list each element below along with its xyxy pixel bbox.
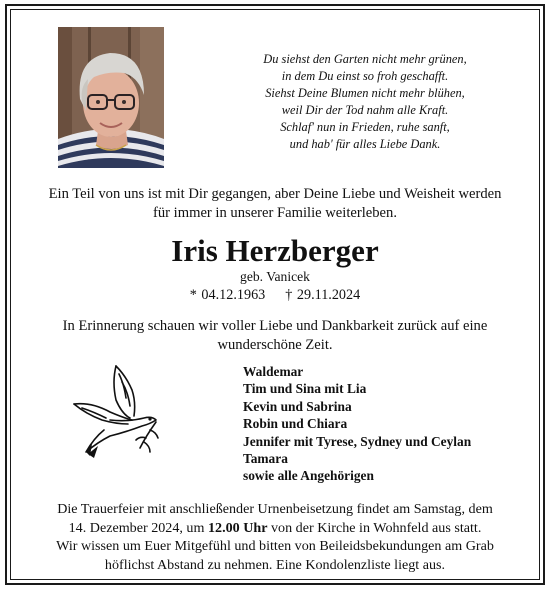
poem-line: und hab' für alles Liebe Dank. [289,137,441,151]
funeral-line: Die Trauerfeier mit anschließender Urnenbeisetzung findet am Samstag, dem [57,501,493,517]
family-member: sowie alle Angehörigen [243,468,374,484]
family-member: Waldemar [243,364,304,379]
funeral-line: Wir wissen um Euer Mitgefühl und bitten von Beileidsbekundungen am Grab [56,538,494,554]
memory-line: In Erinnerung schauen wir voller Liebe und Dankbarkeit zurück auf eine [62,318,488,334]
intro-line: Ein Teil von uns ist mit Dir gegangen, aber Deine Liebe und Weisheit werden [48,186,502,202]
intro-text [20,185,530,223]
life-dates [20,286,530,304]
intro-line: für immer in unserer Familie weiterleben. [153,205,397,221]
poem-line: Schlaf' nun in Frieden, ruhe sanft, [280,120,450,134]
funeral-date: 14. Dezember 2024, um [68,519,208,536]
family-member: Kevin und Sabrina [243,398,352,414]
funeral-line: höflichst Abstand zu nehmen. Eine Kondolenzliste liegt aus. [104,556,446,573]
portrait-photo [58,27,164,168]
birth-date: * 04.12.1963 [189,287,266,303]
poem-line: Siehst Deine Blumen nicht mehr blühen, [265,86,465,100]
family-member: Tamara [243,451,288,467]
family-member: Jennifer mit Tyrese, Sydney und Ceylan [243,433,472,449]
memory-line: wunderschöne Zeit. [217,337,333,353]
funeral-time: 12.00 Uhr [207,519,268,536]
family-member: Robin und Chiara [243,416,348,432]
funeral-place: von der Kirche in Wohnfeld aus statt. [267,519,482,536]
memory-text [20,317,530,355]
poem-line: weil Dir der Tod nahm alle Kraft. [281,103,449,117]
family-member: Tim und Sina mit Lia [243,381,367,397]
poem-line: in dem Du einst so froh geschafft. [281,69,449,83]
death-date: † 29.11.2024 [285,287,361,303]
deceased-name: Iris Herzberger [171,233,379,268]
poem [220,51,510,153]
maiden-name: geb. Vanicek [240,269,310,284]
poem-line: Du siehst den Garten nicht mehr grünen, [263,52,467,66]
funeral-info [20,500,530,574]
family-list [243,363,533,485]
dove-icon [70,362,162,460]
funeral-line [20,519,530,538]
